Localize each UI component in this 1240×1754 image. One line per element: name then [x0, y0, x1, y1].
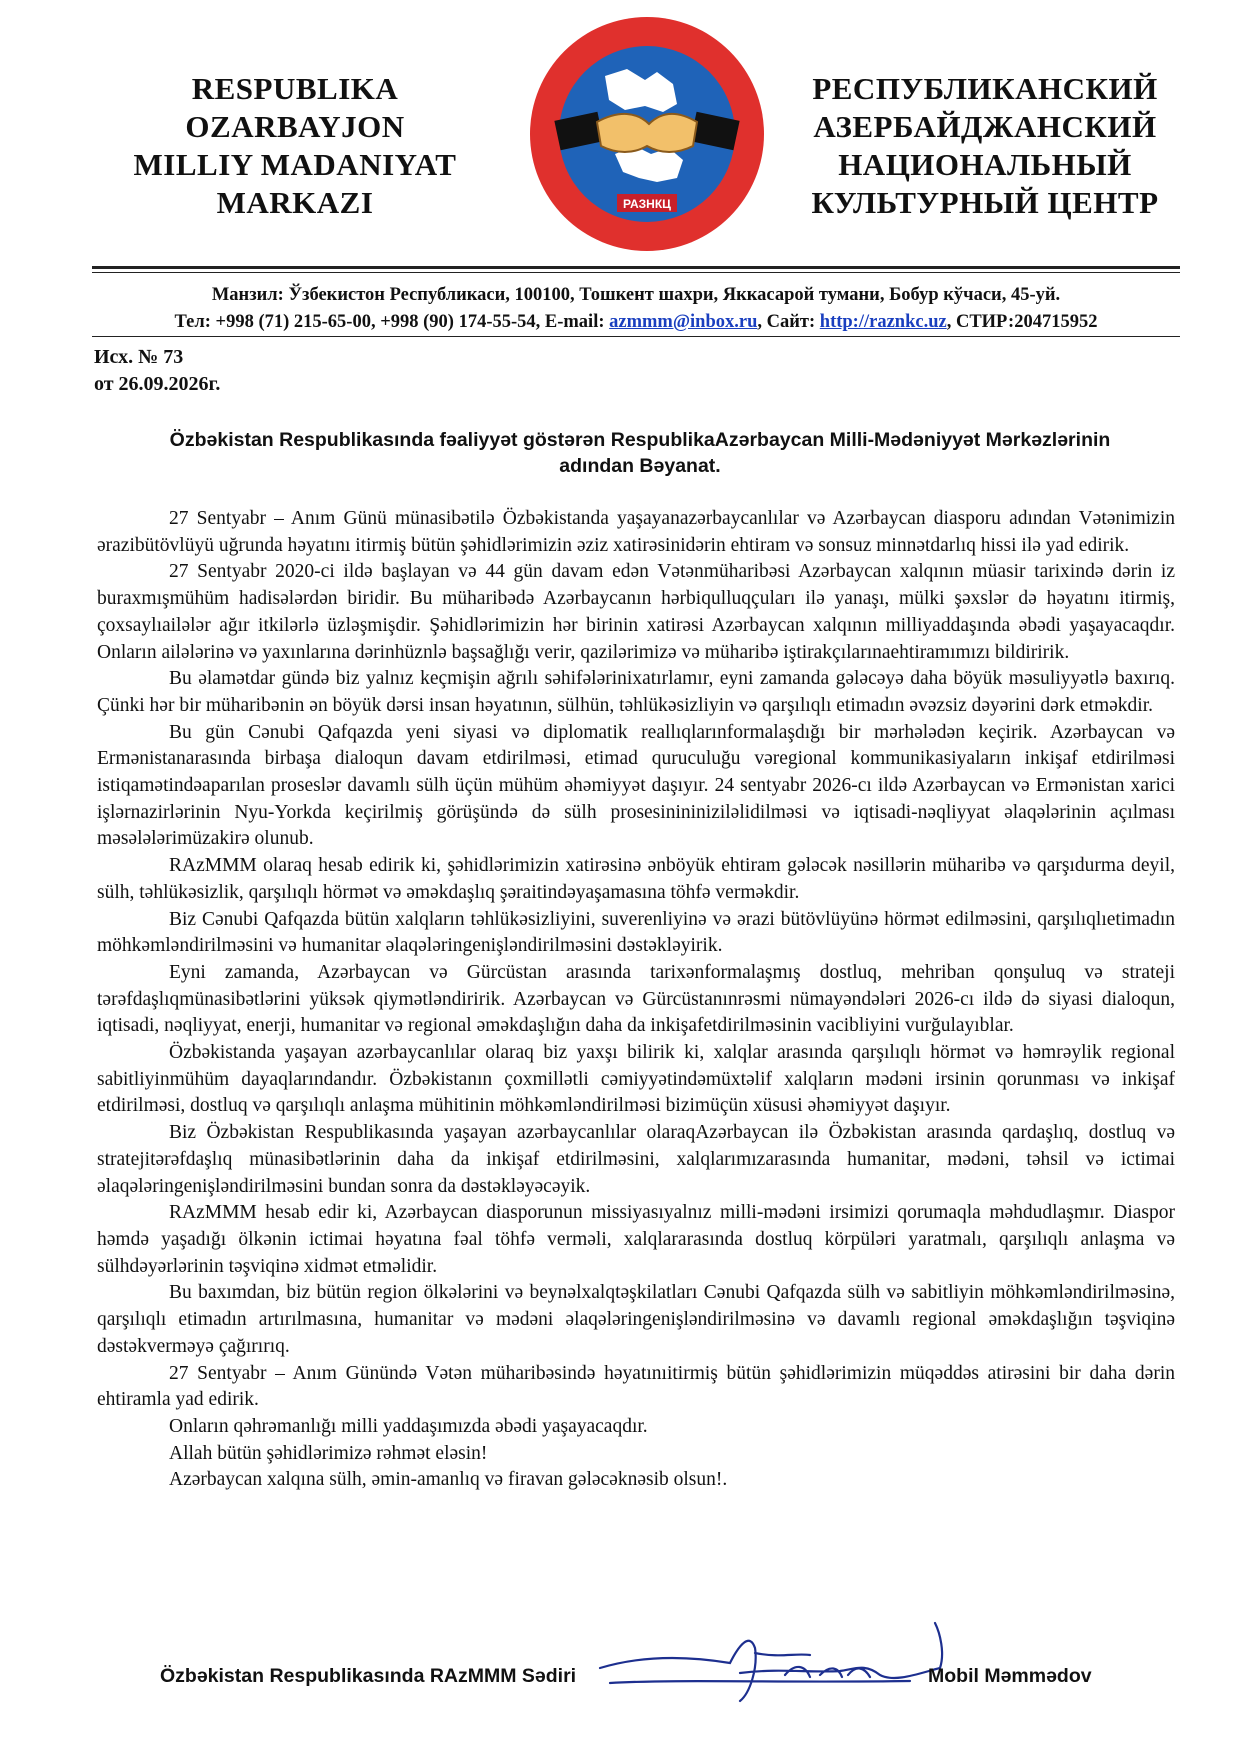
- org-name-cyrillic-line: РЕСПУБЛИКАНСКИЙ: [812, 71, 1158, 106]
- paragraph: 27 Sentyabr – Anım Günündə Vətən müharibəsində həyatınıitirmiş bütün şəhidlərimizin müqəddəs atirəsini bir daha dərin ehtiramla yad edirik.: [97, 1362, 1175, 1411]
- reference-block: [94, 344, 220, 398]
- divider: [92, 266, 1180, 269]
- letterhead: [0, 62, 1240, 262]
- statement-body: [97, 506, 1175, 1494]
- paragraph: Eyni zamanda, Azərbaycan və Gürcüstan arasında tarixənformalaşmış dostluq, mehriban qonşuluq və strateji tərəfdaşlıqmünasibətlərini yüksək qiymətləndiririk. Azərbaycan və Gürcüstanınrəsmi nümayəndələri 2026-cı ildə də siyasi dialoqun, iqtisadi, nəqliyyat, enerji, humanitar və regional əməkdaşlığın daha da inkişafetdirilməsinin vacibliyini vurğulayıblar.: [97, 961, 1175, 1037]
- divider: [92, 272, 1180, 273]
- closing-line: Azərbaycan xalqına sülh, əmin-amanlıq və firavan gələcəknəsib olsun!.: [169, 1469, 728, 1491]
- reference-number: Исх. № 73: [94, 346, 184, 368]
- document-title: [120, 427, 1160, 479]
- website-link[interactable]: http://raznkc.uz: [819, 312, 947, 332]
- title-line: adından Bəyanat.: [559, 455, 721, 477]
- closing-line: Allah bütün şəhidlərimizə rəhmət eləsin!: [169, 1442, 488, 1464]
- reference-date: от 26.09.2026г.: [94, 373, 221, 395]
- paragraph: Biz Özbəkistan Respublikasında yaşayan azərbaycanlılar olaraqAzərbaycan ilə Özbəkistan arasında qardaşlıq, dostluq və stratejitərəfdaşlıq münasibətlərinin daha da inkişaf etdirilməsini, xalqlarımızarasında humanitar, mədəni, təhsil və ictimai əlaqələringenişləndirilməsini bundan sonra da dəstəkləyəcəyik.: [97, 1122, 1175, 1197]
- signatory-name: Mobil Məmmədov: [928, 1665, 1092, 1687]
- organization-logo: [527, 14, 767, 254]
- org-name-cyrillic-line: АЗЕРБАЙДЖАНСКИЙ: [813, 109, 1157, 144]
- paragraph: Bu baxımdan, biz bütün region ölkələrini və beynəlxalqtəşkilatları Cənubi Qafqazda sülh və sabitliyin möhkəmləndirilməsinə, qarşılıqlı etimadın artırılmasına, humanitar və mədəni əlaqələringenişləndirilməsinə və davamlı regional əməkdaşlığın təşviqinə dəstəkverməyə çağırırıq.: [97, 1282, 1175, 1357]
- tel-text: Тел: +998 (71) 215-65-00, +998 (90) 174-55-54, E-mail:: [174, 312, 610, 332]
- contact-line: [92, 309, 1180, 336]
- signatory-title: Özbəkistan Respublikasında RAzMMM Sədiri: [160, 1665, 577, 1687]
- address-line: Манзил: Ўзбекистон Республикаси, 100100, Тошкент шахри, Яккасарой тумани, Бобур кўчаси, 45-уй.: [211, 285, 1061, 305]
- paragraph: 27 Sentyabr 2020-ci ildə başlayan və 44 gün davam edən Vətənmüharibəsi Azərbaycan xalqının müasir tarixində dərin iz buraxmışmühüm hadisələrdən biridir. Bu müharibədə Azərbaycanın hərbiqulluqçuları ilə yanaşı, mülki şəxslər də həyatını itirmiş, çoxsaylıailələr ağır itkilərlə üzləşmişdir. Şəhidlərimizin hər birinin xatirəsi Azərbaycan xalqının milliyaddaşında əbədi yaşayacaqdır. Onların ailələrinə və yaxınlarına dərinhüznlə başsağlığı verir, qazilərimizə və müharibə iştirakçılarınaehtiramımızı bildiririk.: [97, 561, 1175, 663]
- paragraph: Bu gün Cənubi Qafqazda yeni siyasi və diplomatik reallıqlarınformalaşdığı bir mərhələdən keçirik. Azərbaycan və Ermənistanarasında birbaşa dialoqun davam etdirilməsi, etimad quruculuğu vəregional kommunikasiyaların inkişaf etdirilməsi istiqamətindəaparılan proseslər davamlı sülh üçün mühüm əhəmiyyət daşıyır. 24 sentyabr 2026-cı ildə Azərbaycan və Ermənistan xarici işlərnazirlərinin Nyu-Yorkda keçirilmiş görüşündə də sülh prosesinininiziləlidilməsi və iqtisadi-nəqliyyat əlaqələrinin açılması məsələlərimüzakirə olunub.: [97, 721, 1175, 850]
- org-name-cyrillic-line: НАЦИОНАЛЬНЫЙ: [838, 147, 1132, 182]
- org-name-cyrillic: [770, 70, 1200, 222]
- contact-block: [92, 282, 1180, 336]
- paragraph: RAzMMM hesab edir ki, Azərbaycan diasporunun missiyasıyalnız milli-mədəni irsimizi qorumaqla məhdudlaşmır. Diaspor həmdə yaşadığı ölkənin ictimai həyatına fəal töhfə verməli, xalqlararasında dostluq körpüləri yaratmalı, qarşılıqlı anlaşma və sülhdəyərlərinin təşviqinə xidmət etməlidir.: [97, 1202, 1175, 1277]
- title-line: Özbəkistan Respublikasında fəaliyyət göstərən RespublikaAzərbaycan Milli-Mədəniyyət Mərkəzlərinin: [169, 429, 1111, 451]
- email-link[interactable]: azmmm@inbox.ru: [609, 312, 758, 332]
- org-name-latin-line: MILLIY MADANIYAT: [133, 147, 457, 182]
- org-name-latin-line: MARKAZI: [216, 185, 374, 220]
- paragraph: 27 Sentyabr – Anım Günü münasibətilə Özbəkistanda yaşayanazərbaycanlılar və Azərbaycan diasporu adından Vətənimizin ərazibütövlüyü uğrunda həyatını itirmiş bütün şəhidlərimizin əziz xatirəsinidərin ehtiram və sonsuz minnətdarlıq hissi ilə yad edirik.: [97, 508, 1175, 556]
- logo-label: РАЗНКЦ: [623, 197, 671, 211]
- org-name-latin-line: RESPUBLIKA: [191, 71, 399, 106]
- tax-id: , СТИР:204715952: [946, 312, 1098, 332]
- handwritten-signature: [580, 1613, 960, 1708]
- org-name-cyrillic-line: КУЛЬТУРНЫЙ ЦЕНТР: [811, 185, 1159, 220]
- closing-line: Onların qəhrəmanlığı milli yaddaşımızda əbədi yaşayacaqdır.: [169, 1415, 648, 1437]
- signature-block: [160, 1655, 1160, 1705]
- paragraph: Biz Cənubi Qafqazda bütün xalqların təhlükəsizliyini, suverenliyinə və ərazi bütövlüyünə hörmət edilməsini, qarşılıqlıetimadın möhkəmləndirilməsini və humanitar əlaqələringenişləndirilməsini dəstəkləyirik.: [97, 908, 1175, 957]
- paragraph: RAzMMM olaraq hesab edirik ki, şəhidlərimizin xatirəsinə ənböyük ehtiram gələcək nəsillərin müharibə və qarşıdurma deyil, sülh, təhlükəsizlik, qarşılıqlı hörmət və əməkdaşlıq şəraitindəyaşamasına töhfə verməkdir.: [97, 855, 1175, 903]
- signature-stroke: [600, 1623, 942, 1701]
- org-name-latin-line: OZARBAYJON: [185, 109, 405, 144]
- divider: [92, 336, 1180, 337]
- site-label: , Сайт:: [757, 312, 820, 332]
- org-name-latin: [110, 70, 480, 222]
- paragraph: Özbəkistanda yaşayan azərbaycanlılar olaraq biz yaxşı bilirik ki, xalqlar arasında qarşılıqlı hörmət və həmrəylik regional sabitliyinmühüm dayaqlarındandır. Özbəkistanın çoxmillətli cəmiyyətindəmüxtəlif xalqların mədəni irsinin qorunması və inkişaf etdirilməsi, dostluq və qarşılıqlı anlaşma mühitinin möhkəmləndirilməsi bizimüçün xüsusi əhəmiyyət daşıyır.: [97, 1042, 1175, 1117]
- paragraph: Bu əlamətdar gündə biz yalnız keçmişin ağrılı səhifələrinixatırlamır, eyni zamanda gələcəyə daha böyük məsuliyyətlə baxırıq. Çünki hər bir müharibənin ən böyük dərsi insan həyatının, sülhün, təhlükəsizliyin və qarşılıqlı etimadın əvəzsiz dəyərini dərk etməkdir.: [97, 668, 1175, 716]
